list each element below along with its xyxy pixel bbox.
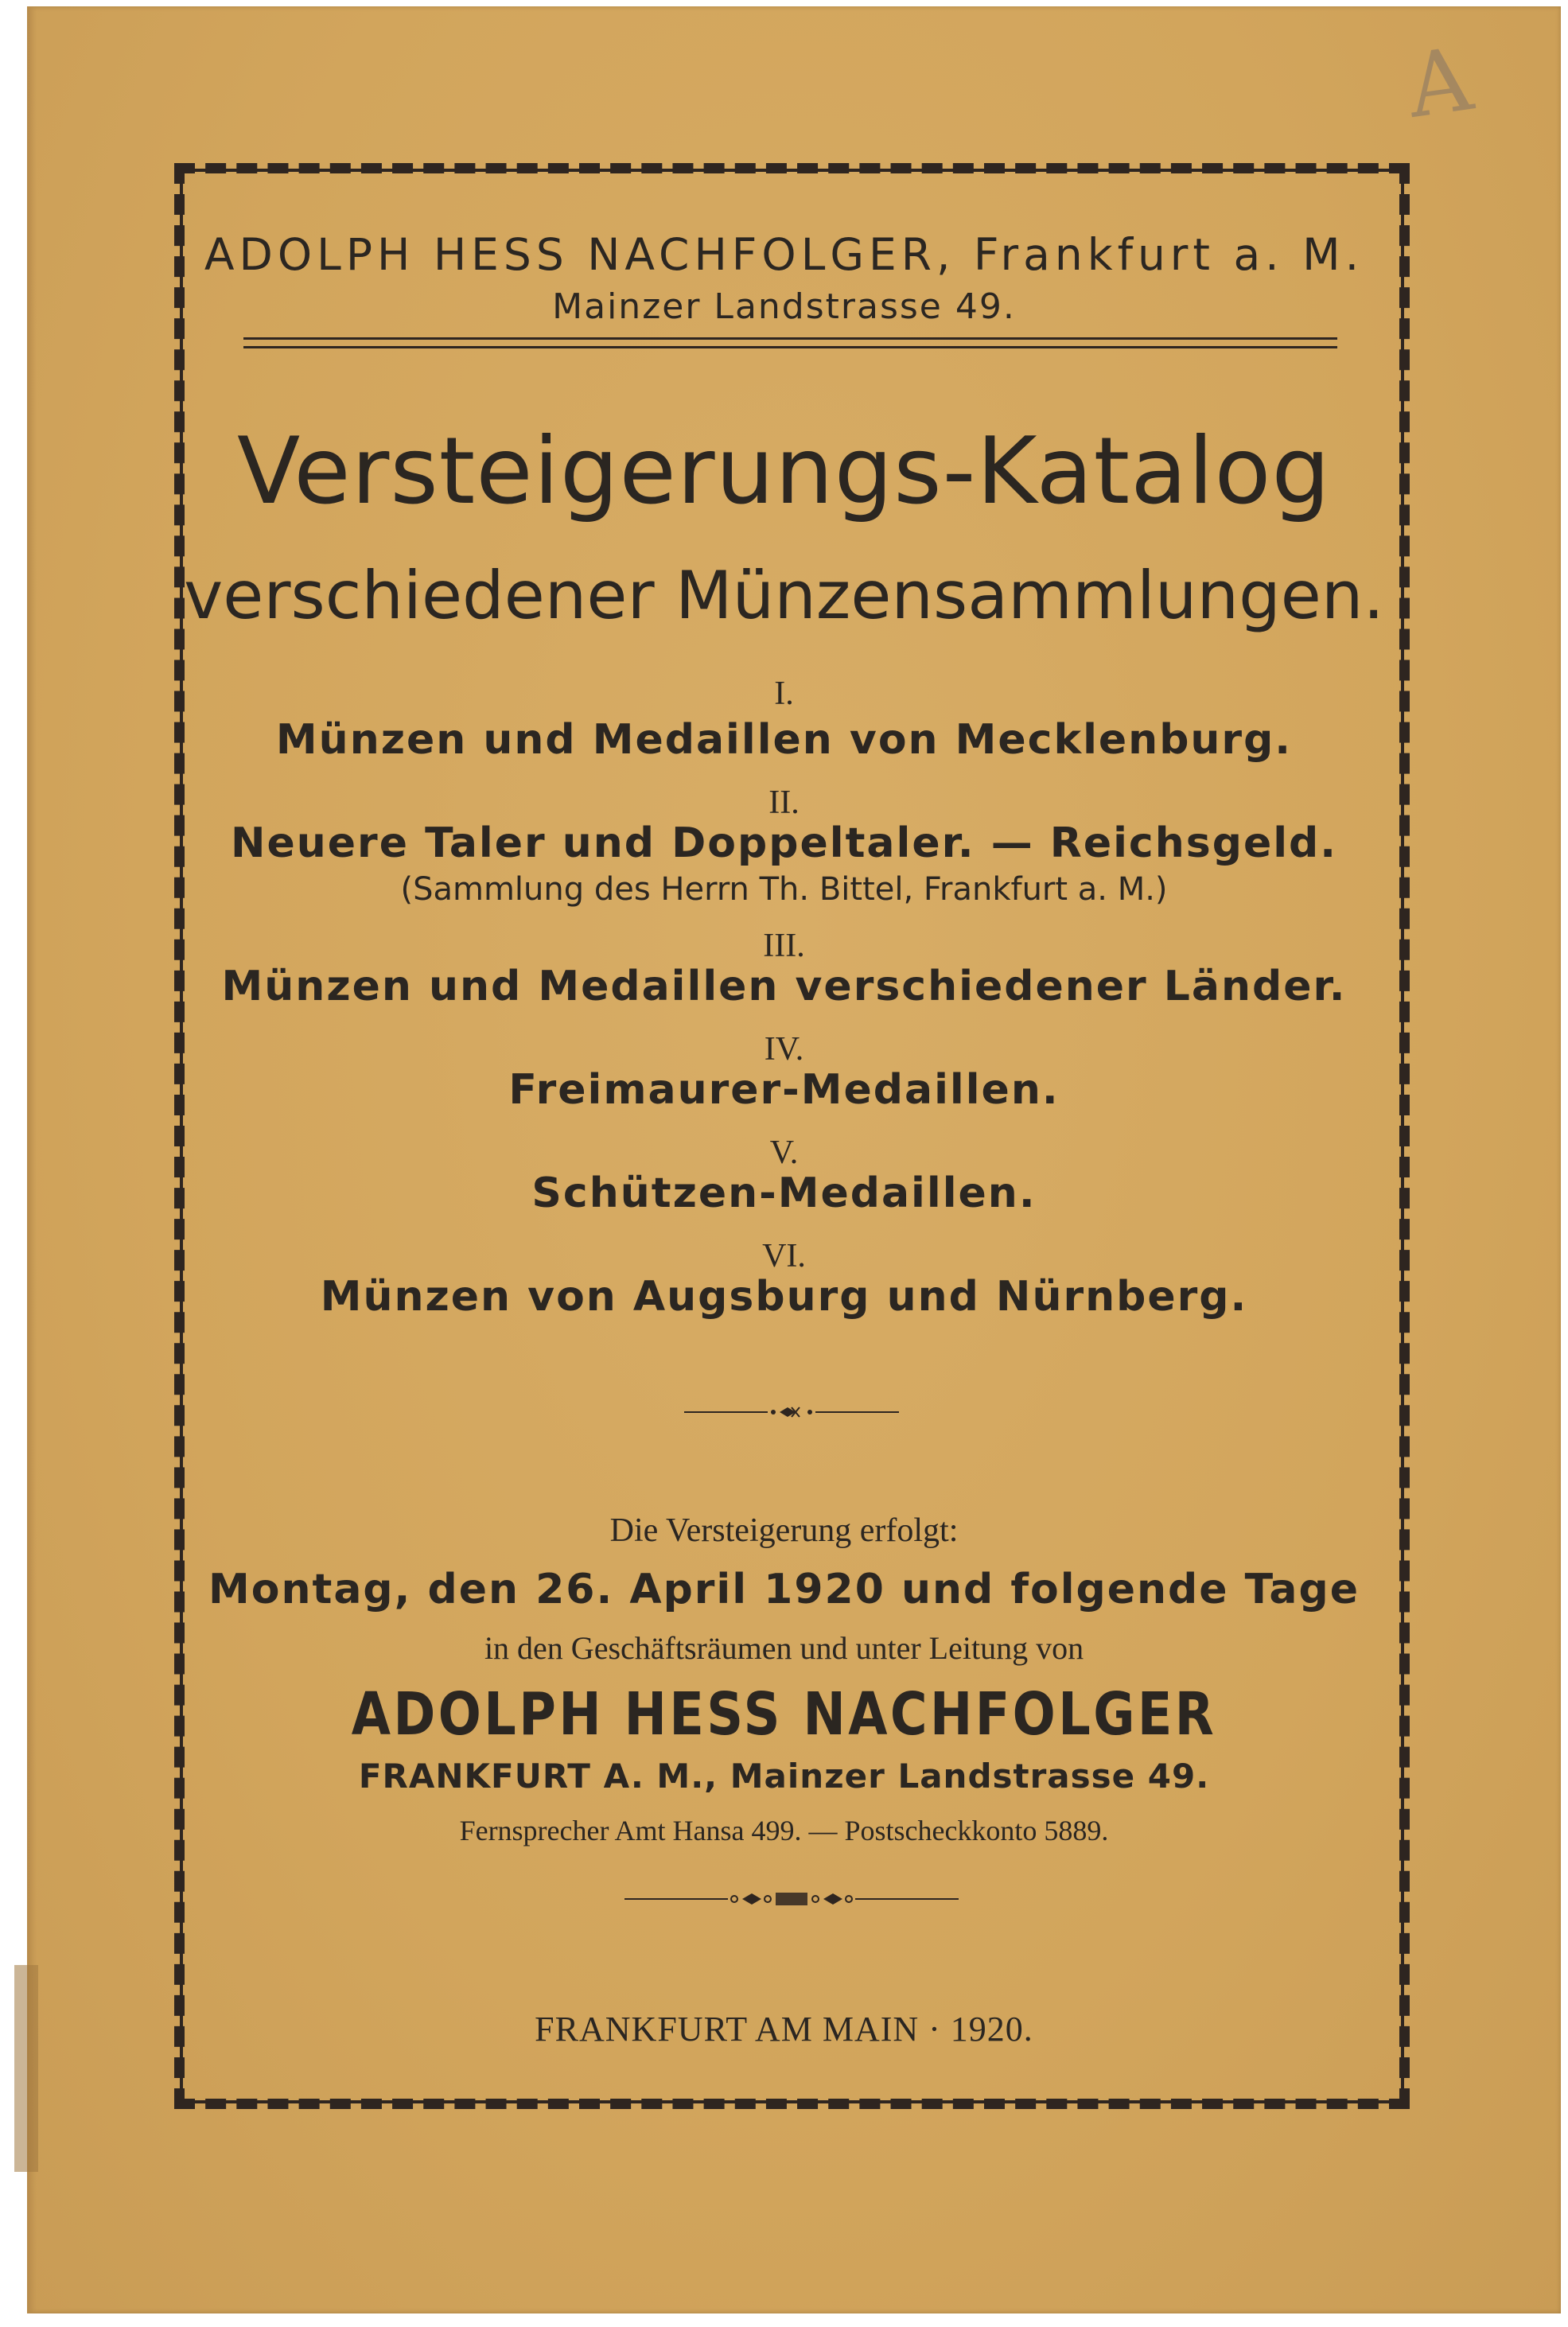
section-title: Münzen und Medaillen verschiedener Länder. (221, 963, 1347, 1010)
section-numeral: V. (769, 1134, 799, 1171)
imprint-footer: FRANKFURT AM MAIN · 1920. (535, 2010, 1033, 2049)
cover-tear (14, 1965, 38, 2172)
auction-date: Montag, den 26. April 1920 und folgende Tage (208, 1566, 1360, 1613)
section-title: Neuere Taler und Doppeltaler. — Reichsgeld. (230, 819, 1338, 867)
section-numeral: VI. (762, 1238, 806, 1274)
section-numeral: III. (763, 928, 805, 964)
header-double-rule (243, 337, 1337, 348)
section-note: (Sammlung des Herrn Th. Bittel, Frankfurt a. M.) (400, 871, 1168, 908)
catalog-title: Versteigerungs-Katalog (236, 418, 1332, 525)
catalog-subtitle: verschiedener Münzensammlungen. (184, 557, 1384, 634)
section-title: Münzen und Medaillen von Mecklenburg. (275, 716, 1293, 764)
section-title: Münzen von Augsburg und Nürnberg. (320, 1273, 1248, 1321)
section-numeral: IV. (764, 1031, 804, 1068)
section-title: Schützen-Medaillen. (531, 1169, 1037, 1217)
auction-place: in den Geschäftsräumen und unter Leitung von (484, 1630, 1084, 1666)
auction-city-address: FRANKFURT A. M., Mainzer Landstrasse 49. (358, 1757, 1210, 1796)
publisher-header: ADOLPH HESS NACHFOLGER, Frankfurt a. M. (204, 229, 1364, 280)
section-numeral: I. (774, 675, 794, 712)
auction-intro: Die Versteigerung erfolgt: (609, 1512, 959, 1549)
section-title: Freimaurer-Medaillen. (508, 1066, 1060, 1114)
publisher-address: Mainzer Landstrasse 49. (552, 286, 1016, 327)
auction-house-name: ADOLPH HESS NACHFOLGER (351, 1680, 1217, 1749)
divider-ornament (684, 1404, 899, 1420)
contact-line: Fernsprecher Amt Hansa 499. — Postscheckkonto 5889. (459, 1815, 1109, 1846)
divider-ornament (624, 1889, 959, 1909)
section-numeral: II. (768, 784, 800, 821)
pencil-mark: A (1401, 28, 1478, 138)
